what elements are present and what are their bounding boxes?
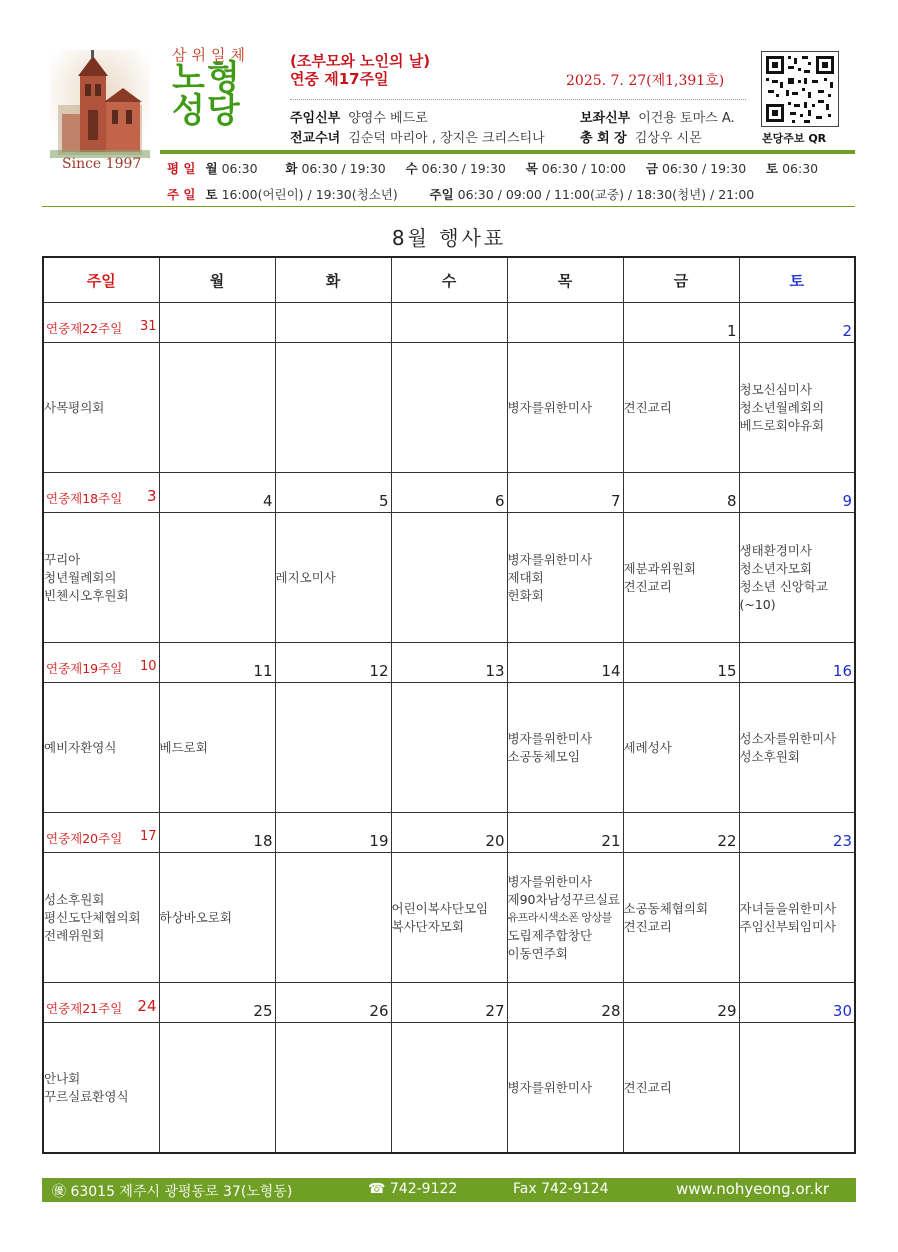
pastor-name: 양영수 베드로 (348, 111, 428, 126)
event-item: 청소년월례회의 (739, 399, 825, 415)
date-cell (391, 473, 507, 513)
event-item: 평신도단체협의회 (44, 909, 141, 925)
date-number: 26 (369, 1002, 389, 1020)
event-cell (391, 513, 507, 643)
pastor-label: 주임신부 (290, 111, 341, 126)
event-cell (159, 853, 275, 983)
date-number: 22 (717, 832, 737, 850)
event-cell (391, 683, 507, 813)
church-name-line2: 성당 (172, 91, 242, 131)
date-cell (391, 303, 507, 343)
sunday-label: 주 일 (167, 187, 196, 202)
event-item: 어린이복사단모임 (391, 900, 489, 916)
event-cell (623, 683, 739, 813)
date-number: 2 (842, 322, 852, 340)
date-number: 23 (832, 832, 852, 850)
assistant-name: 이건용 토마스 A. (638, 111, 735, 126)
date-cell (507, 643, 623, 683)
date-cell (275, 473, 391, 513)
date-cell (623, 473, 739, 513)
event-item: 청소년자모회 (739, 560, 812, 576)
calendar-date-row (43, 983, 855, 1023)
event-cell (739, 853, 855, 983)
date-cell (391, 813, 507, 853)
calendar-event-row (43, 1023, 855, 1154)
saturday-eve-label: 토 (205, 187, 218, 202)
event-item: 주임신부퇴임미사 (739, 918, 837, 934)
event-item: 베드로회 (159, 739, 208, 755)
date-cell (275, 303, 391, 343)
date-number: 5 (378, 492, 389, 510)
event-cell (391, 1023, 507, 1154)
date-cell (623, 643, 739, 683)
sunday-date: 17 (139, 828, 157, 844)
event-cell (159, 343, 275, 473)
event-item: 자녀들을위한미사 (739, 900, 837, 916)
event-cell (507, 343, 623, 473)
liturgical-week-label: 연중제22주일 (46, 320, 123, 336)
event-cell (275, 683, 391, 813)
event-item: 도립제주합창단 (507, 927, 593, 943)
date-cell (507, 303, 623, 343)
schedule-divider (42, 206, 855, 207)
event-item: 이동연주회 (507, 945, 568, 961)
event-item: 청소년 신앙학교 (739, 578, 828, 594)
church-name (172, 58, 242, 131)
sunday-date: 3 (146, 486, 157, 505)
date-number: 18 (253, 832, 273, 850)
weekday-times: 06:30 / 19:30 (421, 161, 506, 176)
event-cell (43, 683, 159, 813)
qr-label: 본당주보 QR (762, 132, 827, 145)
date-cell (507, 473, 623, 513)
event-item: 세례성사 (623, 739, 672, 755)
date-number: 16 (832, 662, 852, 680)
footer-phone: ☎ 742-9122 (368, 1181, 458, 1197)
weekday-times: 06:30 (221, 161, 258, 176)
week-label-cell (43, 303, 159, 343)
date-cell (159, 983, 275, 1023)
sunday-date: 24 (137, 996, 157, 1015)
date-cell (623, 813, 739, 853)
event-cell (623, 1023, 739, 1154)
event-item: 소공동체모임 (507, 748, 580, 764)
weekday-mass-schedule (167, 159, 818, 177)
president-name: 김상우 시몬 (634, 131, 702, 146)
calendar-title: 8월 행사표 (391, 226, 507, 250)
event-item: 견진교리 (623, 918, 672, 934)
date-number: 21 (601, 832, 621, 850)
weekday-times: 06:30 / 19:30 (661, 161, 747, 176)
date-number: 9 (842, 492, 852, 510)
weekday-day: 금 (645, 161, 658, 176)
event-item: 꾸르실료환영식 (44, 1088, 129, 1104)
sunday-day-label: 주일 (429, 187, 454, 202)
sunday-date: 31 (139, 318, 157, 334)
event-item: 전례위원회 (44, 927, 105, 943)
date-cell (739, 813, 855, 853)
week-label-cell (43, 813, 159, 853)
event-cell (739, 1023, 855, 1154)
church-name-line1: 노형 (172, 58, 242, 98)
event-calendar (42, 256, 856, 1154)
event-item: 병자를위한미사 (507, 551, 593, 567)
event-cell (739, 513, 855, 643)
date-number: 7 (610, 492, 621, 510)
date-number: 6 (494, 492, 505, 510)
date-number: 28 (601, 1002, 621, 1020)
weekday-day: 목 (525, 161, 538, 176)
assistant-info (580, 107, 735, 126)
date-cell (623, 303, 739, 343)
sunday-date: 10 (139, 658, 157, 674)
event-item: 병자를위한미사 (507, 873, 593, 889)
liturgical-week-label: 연중제18주일 (46, 490, 123, 506)
event-item: 견진교리 (623, 399, 672, 415)
header-divider (160, 150, 855, 154)
president-info (580, 127, 702, 146)
liturgical-week: 연중 제17주일 (290, 70, 389, 88)
event-item: 베드로회야유회 (739, 417, 825, 433)
weekday-day: 화 (285, 161, 298, 176)
event-item: 청년월례회의 (44, 569, 117, 585)
event-cell (623, 513, 739, 643)
date-number: 15 (717, 662, 737, 680)
weekday-label: 평 일 (167, 161, 196, 176)
president-label: 총 회 장 (580, 131, 627, 146)
event-item: 사목평의회 (44, 399, 105, 415)
event-cell (739, 343, 855, 473)
calendar-event-row (43, 853, 855, 983)
date-cell (391, 983, 507, 1023)
day-header-monday: 월 (159, 257, 275, 303)
calendar-date-row (43, 473, 855, 513)
date-number: 4 (262, 492, 273, 510)
event-item: 복사단자모회 (391, 918, 464, 934)
footer-address: ㊝ 63015 제주시 광평동로 37(노형동) (52, 1184, 293, 1200)
weekday-header-row (43, 257, 855, 303)
liturgical-week-label: 연중제20주일 (46, 830, 123, 846)
event-cell (43, 513, 159, 643)
date-number: 25 (253, 1002, 273, 1020)
event-cell (159, 1023, 275, 1154)
day-header-saturday: 토 (739, 257, 855, 303)
calendar-date-row (43, 643, 855, 683)
event-cell (275, 1023, 391, 1154)
date-number: 30 (832, 1002, 852, 1020)
date-number: 14 (601, 662, 621, 680)
since-year: Since 1997 (62, 156, 142, 172)
event-cell (507, 683, 623, 813)
event-item: 안나회 (44, 1070, 81, 1086)
liturgical-week-label: 연중제19주일 (46, 660, 123, 676)
weekday-day: 수 (405, 161, 418, 176)
date-cell (739, 643, 855, 683)
calendar-event-row (43, 513, 855, 643)
event-item: 소공동체협의회 (623, 900, 709, 916)
day-header-wednesday: 수 (391, 257, 507, 303)
date-number: 11 (253, 662, 273, 680)
liturgical-week-label: 연중제21주일 (46, 1000, 123, 1016)
day-header-thursday: 목 (507, 257, 623, 303)
weekday-day: 월 (205, 161, 218, 176)
issue-date: 2025. 7. 27(제1,391호) (566, 73, 725, 89)
date-number: 19 (369, 832, 389, 850)
event-cell (623, 343, 739, 473)
event-item: 제분과위원회 (623, 560, 696, 576)
event-cell (739, 683, 855, 813)
tagline: 삼위일체 (172, 46, 250, 64)
weekday-times: 06:30 / 10:00 (541, 161, 627, 176)
event-cell (159, 683, 275, 813)
event-cell (275, 513, 391, 643)
event-cell (391, 853, 507, 983)
event-cell (275, 853, 391, 983)
event-item: (~10) (739, 596, 776, 612)
event-cell (507, 1023, 623, 1154)
event-cell (43, 853, 159, 983)
date-cell (739, 473, 855, 513)
weekday-times: 06:30 / 19:30 (301, 161, 386, 176)
assistant-label: 보좌신부 (580, 111, 631, 126)
date-cell (275, 813, 391, 853)
date-cell (275, 983, 391, 1023)
date-cell (275, 643, 391, 683)
date-number: 12 (369, 662, 389, 680)
weekday-day: 토 (766, 161, 779, 176)
date-cell (739, 303, 855, 343)
event-cell (275, 343, 391, 473)
footer-fax: Fax 742-9124 (513, 1181, 609, 1197)
calendar-date-row (43, 303, 855, 343)
pastor-info (290, 107, 428, 126)
date-number: 8 (726, 492, 737, 510)
event-item: 레지오미사 (275, 569, 336, 585)
date-cell (159, 813, 275, 853)
event-item: 하상바오로회 (159, 909, 232, 925)
date-number: 13 (485, 662, 505, 680)
date-number: 27 (485, 1002, 505, 1020)
event-item: 청모신심미사 (739, 381, 812, 397)
date-cell (507, 813, 623, 853)
event-cell (43, 343, 159, 473)
event-item: 성소자를위한미사 (739, 730, 837, 746)
day-header-friday: 금 (623, 257, 739, 303)
theme-title: (조부모와 노인의 날) (290, 52, 431, 70)
calendar-event-row (43, 683, 855, 813)
bulletin-theme (290, 52, 430, 88)
church-building-illustration (50, 50, 150, 158)
footer-bar (42, 1178, 856, 1202)
week-label-cell (43, 983, 159, 1023)
date-number: 29 (717, 1002, 737, 1020)
dotted-divider (290, 99, 746, 100)
date-cell (739, 983, 855, 1023)
event-cell (507, 513, 623, 643)
date-number: 1 (726, 322, 737, 340)
event-item: 제대회 (507, 569, 544, 585)
event-item: 병자를위한미사 (507, 399, 593, 415)
event-item: 성소후원회 (44, 891, 105, 907)
date-number: 20 (485, 832, 505, 850)
sister-info (290, 127, 545, 146)
date-cell (159, 643, 275, 683)
event-item: 제90차남성꾸르실료 (507, 891, 621, 907)
sister-names: 김순덕 마리아 , 장지은 크리스티나 (348, 131, 545, 146)
event-item: 유프라시색소폰 앙상블 (507, 910, 612, 924)
week-label-cell (43, 643, 159, 683)
event-item: 예비자환영식 (44, 739, 117, 755)
date-cell (623, 983, 739, 1023)
event-item: 헌화회 (507, 587, 544, 603)
sunday-mass-schedule (167, 185, 754, 203)
event-cell (43, 1023, 159, 1154)
calendar-event-row (43, 343, 855, 473)
event-item: 병자를위한미사 (507, 1079, 593, 1095)
footer-website[interactable]: www.nohyeong.or.kr (676, 1180, 830, 1198)
event-item: 성소후원회 (739, 748, 800, 764)
qr-code[interactable] (761, 51, 839, 127)
event-item: 병자를위한미사 (507, 730, 593, 746)
date-cell (159, 303, 275, 343)
day-header-tuesday: 화 (275, 257, 391, 303)
event-item: 생태환경미사 (739, 542, 812, 558)
event-cell (623, 853, 739, 983)
event-item: 꾸리아 (44, 551, 81, 567)
day-header-sunday: 주일 (43, 257, 159, 303)
weekday-times: 06:30 (782, 161, 819, 176)
event-item: 빈첸시오후원회 (44, 587, 129, 603)
week-label-cell (43, 473, 159, 513)
event-cell (507, 853, 623, 983)
event-item: 견진교리 (623, 1079, 672, 1095)
sister-label: 전교수녀 (290, 131, 341, 146)
event-cell (159, 513, 275, 643)
event-item: 견진교리 (623, 578, 672, 594)
event-cell (391, 343, 507, 473)
sunday-times: 06:30 / 09:00 / 11:00(교중) / 18:30(청년) / 21:00 (457, 187, 755, 202)
date-cell (507, 983, 623, 1023)
saturday-eve-times: 16:00(어린이) / 19:30(청소년) (221, 187, 398, 202)
calendar-date-row (43, 813, 855, 853)
date-cell (159, 473, 275, 513)
date-cell (391, 643, 507, 683)
